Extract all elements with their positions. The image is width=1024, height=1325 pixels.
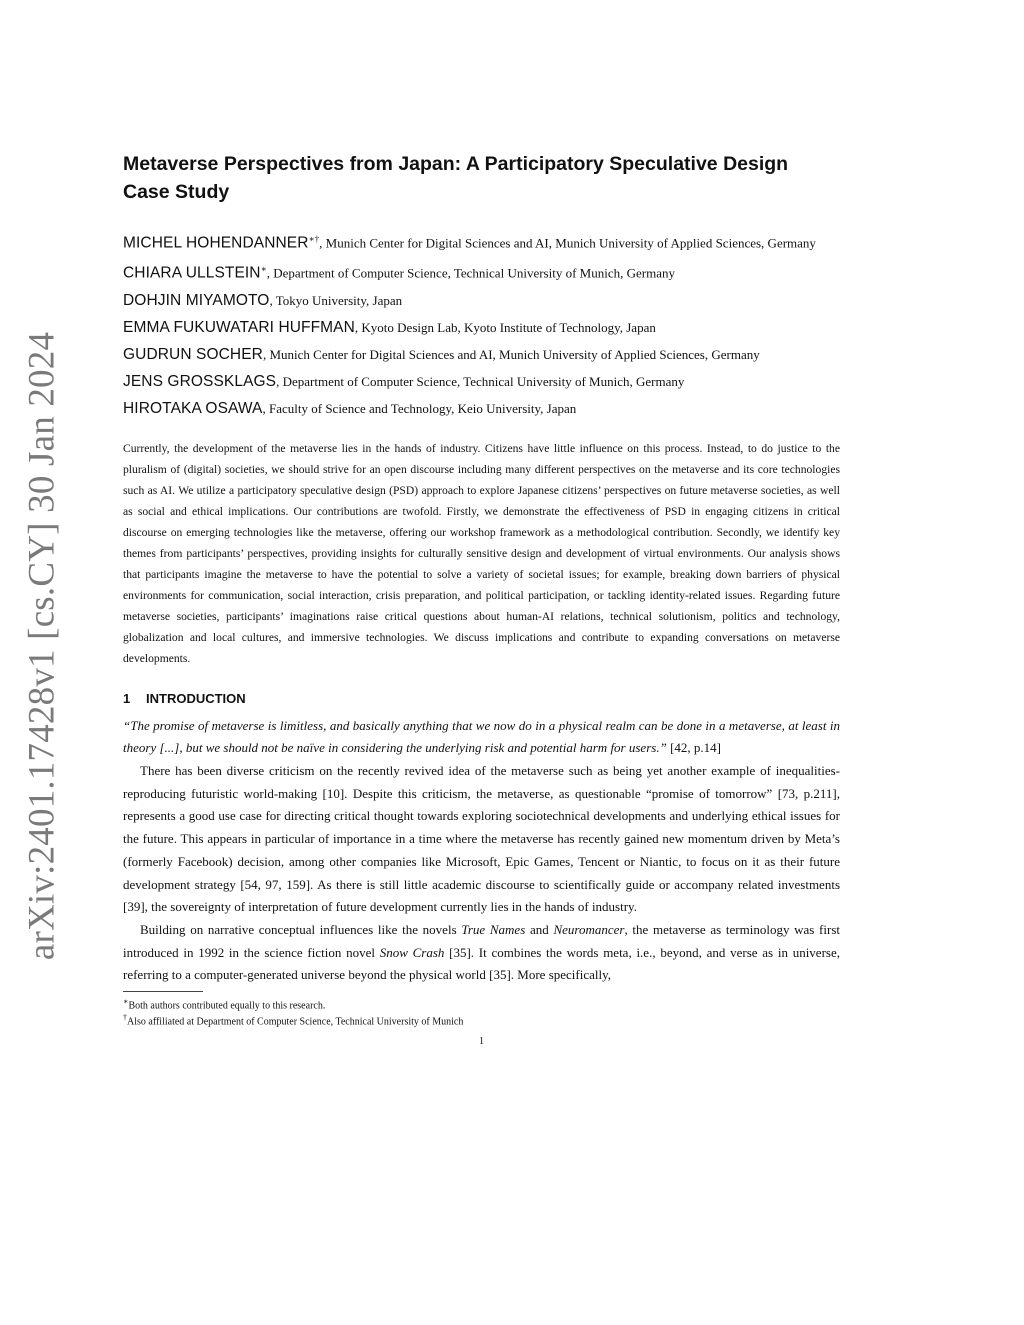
author-list	[123, 226, 840, 422]
author-affiliation: , Tokyo University, Japan	[269, 292, 403, 308]
author-affiliation: , Kyoto Design Lab, Kyoto Institute of Technology, Japan	[354, 319, 656, 335]
footnote-mark: †	[123, 1013, 127, 1023]
author-entry	[123, 341, 840, 368]
body-paragraph: There has been diverse criticism on the recently revived idea of the metaverse such as being yet another example of inequalities-reproducing futuristic world-making [10]. Despite this criticism, the metaverse, as questionable “promise of tomorrow” [73, p.211], represents a good use case for directing critical thought towards exploring sociotechnical developments and underlying ethical issues for the future. This appears in particular of importance in a time where the metaverse has recently gained new momentum driven by Meta’s (formerly Facebook) decision, among other companies like Microsoft, Epic Games, Tencent or Niantic, to focus on it as their future development strategy [54, 97, 159]. As there is still little academic discourse to scientifically guide or accompany related investments [39], the sovereignty of interpretation of future development currently lies in the hands of industry.	[123, 763, 840, 915]
author-name: JENS GROSSKLAGS	[123, 372, 277, 390]
page-number: 1	[479, 1035, 484, 1047]
footnotes	[123, 991, 840, 1029]
author-entry	[123, 287, 840, 314]
section-heading	[123, 689, 840, 709]
author-name: GUDRUN SOCHER	[123, 345, 263, 363]
paragraph-text: , the metaverse as terminology was first introduced in 1992 in the science fiction novel	[123, 921, 840, 960]
paper-title: Metaverse Perspectives from Japan: A Participatory Speculative Design Case Study	[123, 153, 789, 203]
footnote	[123, 996, 840, 1012]
body-paragraph	[123, 919, 840, 987]
paragraph-text: [35]. It combines the words meta, i.e., beyond, and verse as in universe, referring to a computer-generated universe beyond the physical world [35]. More specifically,	[123, 944, 840, 983]
author-entry	[123, 395, 840, 422]
author-entry	[123, 256, 840, 286]
novel-title: Snow Crash	[379, 944, 445, 960]
author-name: EMMA FUKUWATARI HUFFMAN	[123, 318, 355, 336]
footnote-rule	[123, 991, 203, 992]
author-name: MICHEL HOHENDANNER	[123, 234, 309, 252]
author-name: HIROTAKA OSAWA	[123, 399, 263, 417]
section-title: INTRODUCTION	[146, 690, 246, 706]
author-entry	[123, 314, 840, 341]
paragraph-text: and	[525, 921, 554, 937]
epigraph-quote	[123, 715, 840, 760]
footnote-mark: ∗	[123, 997, 129, 1007]
quote-text: “The promise of metaverse is limitless, and basically anything that we now do in a physical realm can be done in a metaverse, at least in theory [...], but we should not be naïve in considering the underlying risk and potential harm for users.”	[123, 717, 840, 756]
paragraph-text: Building on narrative conceptual influences like the novels	[140, 921, 462, 937]
author-entry	[123, 226, 840, 256]
author-affiliation: , Faculty of Science and Technology, Keio University, Japan	[262, 400, 577, 416]
author-affiliation: , Munich Center for Digital Sciences and AI, Munich University of Applied Sciences, Germany	[319, 235, 816, 251]
novel-title: True Names	[461, 921, 526, 937]
paper-page	[123, 150, 840, 1047]
arxiv-stamp: arXiv:2401.17428v1 [cs.CY] 30 Jan 2024	[21, 331, 63, 961]
quote-citation: [42, p.14]	[666, 740, 721, 756]
footnote-text: Both authors contributed equally to this research.	[128, 1000, 326, 1012]
novel-title: Neuromancer	[553, 921, 625, 937]
author-affiliation: , Department of Computer Science, Technical University of Munich, Germany	[276, 373, 685, 389]
abstract: Currently, the development of the metaverse lies in the hands of industry. Citizens have little influence on this process. Instead, to do justice to the pluralism of (digital) societies, we should strive for an open discourse including many different perspectives on the metaverse and its core technologies such as AI. We utilize a participatory speculative design (PSD) approach to explore Japanese citizens’ perspectives on future metaverse societies, as well as social and ethical implications. Our contributions are twofold. Firstly, we demonstrate the effectiveness of PSD in engaging citizens in critical discourse on emerging technologies like the metaverse, offering our workshop framework as a methodological contribution. Secondly, we identify key themes from participants’ perspectives, providing insights for culturally sensitive design and development of virtual environments. Our analysis shows that participants imagine the metaverse to have the potential to solve a variety of societal issues; for example, breaking down barriers of physical environments for communication, social interaction, crisis preparation, and political participation, or tackling identity-related issues. Regarding future metaverse societies, participants’ imaginations raise critical questions about human-AI relations, technical solutionism, politics and technology, globalization and local cultures, and immersive technologies. We discuss implications and contribute to expanding conversations on metaverse developments.	[123, 441, 840, 665]
author-name: DOHJIN MIYAMOTO	[123, 291, 270, 309]
author-marks: ∗	[260, 264, 267, 275]
footnote	[123, 1012, 840, 1028]
author-affiliation: , Department of Computer Science, Technical University of Munich, Germany	[266, 265, 675, 281]
author-entry	[123, 368, 840, 395]
author-affiliation: , Munich Center for Digital Sciences and AI, Munich University of Applied Sciences, Germany	[262, 346, 760, 362]
section-number: 1	[123, 690, 131, 706]
author-name: CHIARA ULLSTEIN	[123, 264, 261, 282]
author-marks: ∗†	[308, 234, 320, 244]
footnote-text: Also affiliated at Department of Computer Science, Technical University of Munich	[127, 1016, 464, 1028]
